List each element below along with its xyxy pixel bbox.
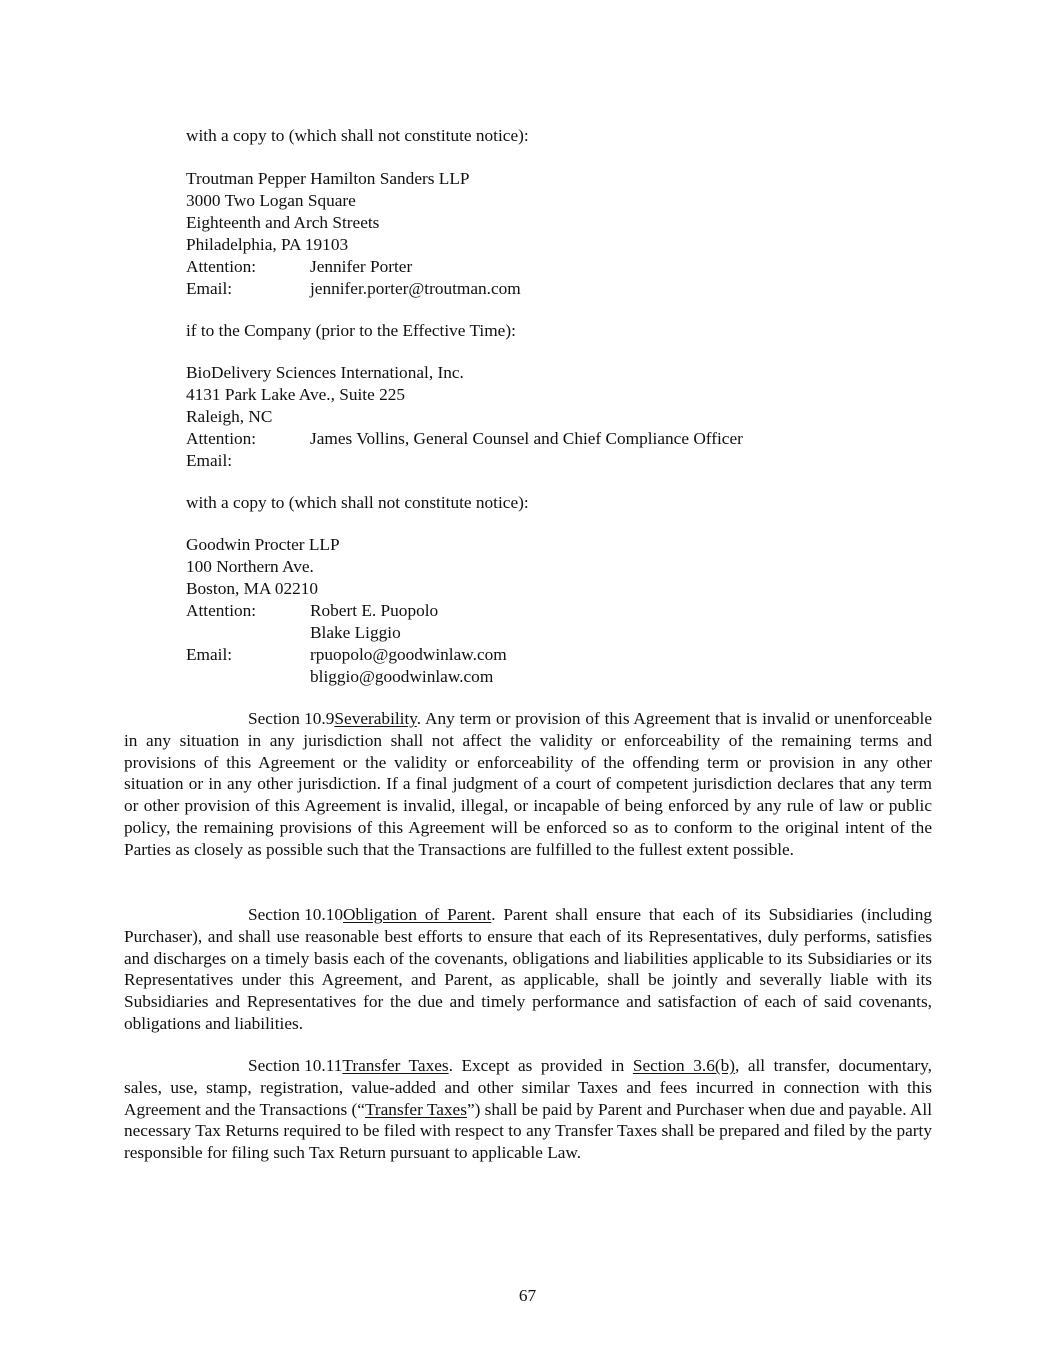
notice-address-line: Raleigh, NC bbox=[186, 407, 273, 426]
notice-company-intro: if to the Company (prior to the Effective Time): bbox=[186, 321, 516, 340]
page-number: 67 bbox=[518, 1286, 537, 1305]
email-value: bliggio@goodwinlaw.com bbox=[310, 667, 494, 686]
notice-party-name: BioDelivery Sciences International, Inc. bbox=[186, 363, 464, 382]
section-10-11-paragraph bbox=[124, 1055, 932, 1164]
section-body: ”) shall be paid by Parent and Purchaser when due and payable. All necessary Tax Returns required to be filed with respect to any Transfer Taxes shall be prepared and filed by the party responsible for filing such Tax Return pursuant to applicable Law. bbox=[124, 1099, 932, 1163]
email-label: Email: bbox=[186, 645, 233, 664]
notice-party-name: Troutman Pepper Hamilton Sanders LLP bbox=[186, 169, 470, 188]
notice-copy-intro: with a copy to (which shall not constitute notice): bbox=[186, 493, 529, 512]
email-value: rpuopolo@goodwinlaw.com bbox=[310, 645, 507, 664]
notice-party-name: Goodwin Procter LLP bbox=[186, 535, 340, 554]
email-label: Email: bbox=[186, 451, 233, 470]
attention-label: Attention: bbox=[186, 601, 257, 620]
section-body: . Except as provided in bbox=[448, 1056, 633, 1075]
section-heading: Obligation of Parent bbox=[343, 905, 492, 924]
notice-copy-intro: with a copy to (which shall not constitute notice): bbox=[186, 126, 529, 145]
attention-value: Robert E. Puopolo bbox=[310, 601, 439, 620]
notice-address-line: 3000 Two Logan Square bbox=[186, 191, 356, 210]
email-label: Email: bbox=[186, 279, 233, 298]
section-10-9-paragraph bbox=[124, 708, 932, 861]
notice-address-line: Philadelphia, PA 19103 bbox=[186, 235, 349, 254]
section-number: Section 10.10 bbox=[248, 905, 344, 924]
section-10-10-paragraph bbox=[124, 904, 932, 1035]
section-heading: Transfer Taxes bbox=[342, 1056, 449, 1075]
email-value: jennifer.porter@troutman.com bbox=[310, 279, 521, 298]
notice-address-line: Boston, MA 02210 bbox=[186, 579, 319, 598]
notice-address-line: 100 Northern Ave. bbox=[186, 557, 314, 576]
attention-value: Blake Liggio bbox=[310, 623, 401, 642]
section-number: Section 10.9 bbox=[248, 709, 335, 728]
section-body: . Any term or provision of this Agreement that is invalid or unenforceable in any situation in any jurisdiction shall not affect the validity or enforceability of the remaining terms and provisions of this Agreement or the validity or enforceability of the offending term or provision in any other situation or in any other jurisdiction. If a final judgment of a court of competent jurisdiction declares that any term or other provision of this Agreement is invalid, illegal, or incapable of being enforced by any rule of law or public policy, the remaining provisions of this Agreement will be enforced so as to conform to the original intent of the Parties as closely as possible such that the Transactions are fulfilled to the fullest extent possible. bbox=[124, 709, 932, 859]
attention-value: Jennifer Porter bbox=[310, 257, 413, 276]
section-body: . Parent shall ensure that each of its Subsidiaries (including Purchaser), and shall use reasonable best efforts to ensure that each of its Representatives, duly performs, satisfies and discharges on a timely basis each of the covenants, obligations and liabilities applicable to its Subsidiaries or its Representatives under this Agreement, and Parent, as applicable, shall be jointly and severally liable with its Subsidiaries and Representatives for the due and timely performance and satisfaction of each of said covenants, obligations and liabilities. bbox=[124, 905, 932, 1033]
section-number: Section 10.11 bbox=[248, 1056, 343, 1075]
section-cross-reference: Section 3.6(b) bbox=[632, 1056, 735, 1075]
attention-value: James Vollins, General Counsel and Chief Compliance Officer bbox=[310, 429, 743, 448]
attention-label: Attention: bbox=[186, 257, 257, 276]
notice-address-line: Eighteenth and Arch Streets bbox=[186, 213, 380, 232]
section-heading: Severability bbox=[334, 709, 417, 728]
defined-term: Transfer Taxes bbox=[364, 1099, 467, 1119]
notice-address-line: 4131 Park Lake Ave., Suite 225 bbox=[186, 385, 406, 404]
section-body: , all transfer, documentary, sales, use, stamp, registration, value-added and other similar Taxes and fees incurred in connection with this Agreement and the Transactions (“ bbox=[124, 1056, 932, 1119]
attention-label: Attention: bbox=[186, 429, 257, 448]
